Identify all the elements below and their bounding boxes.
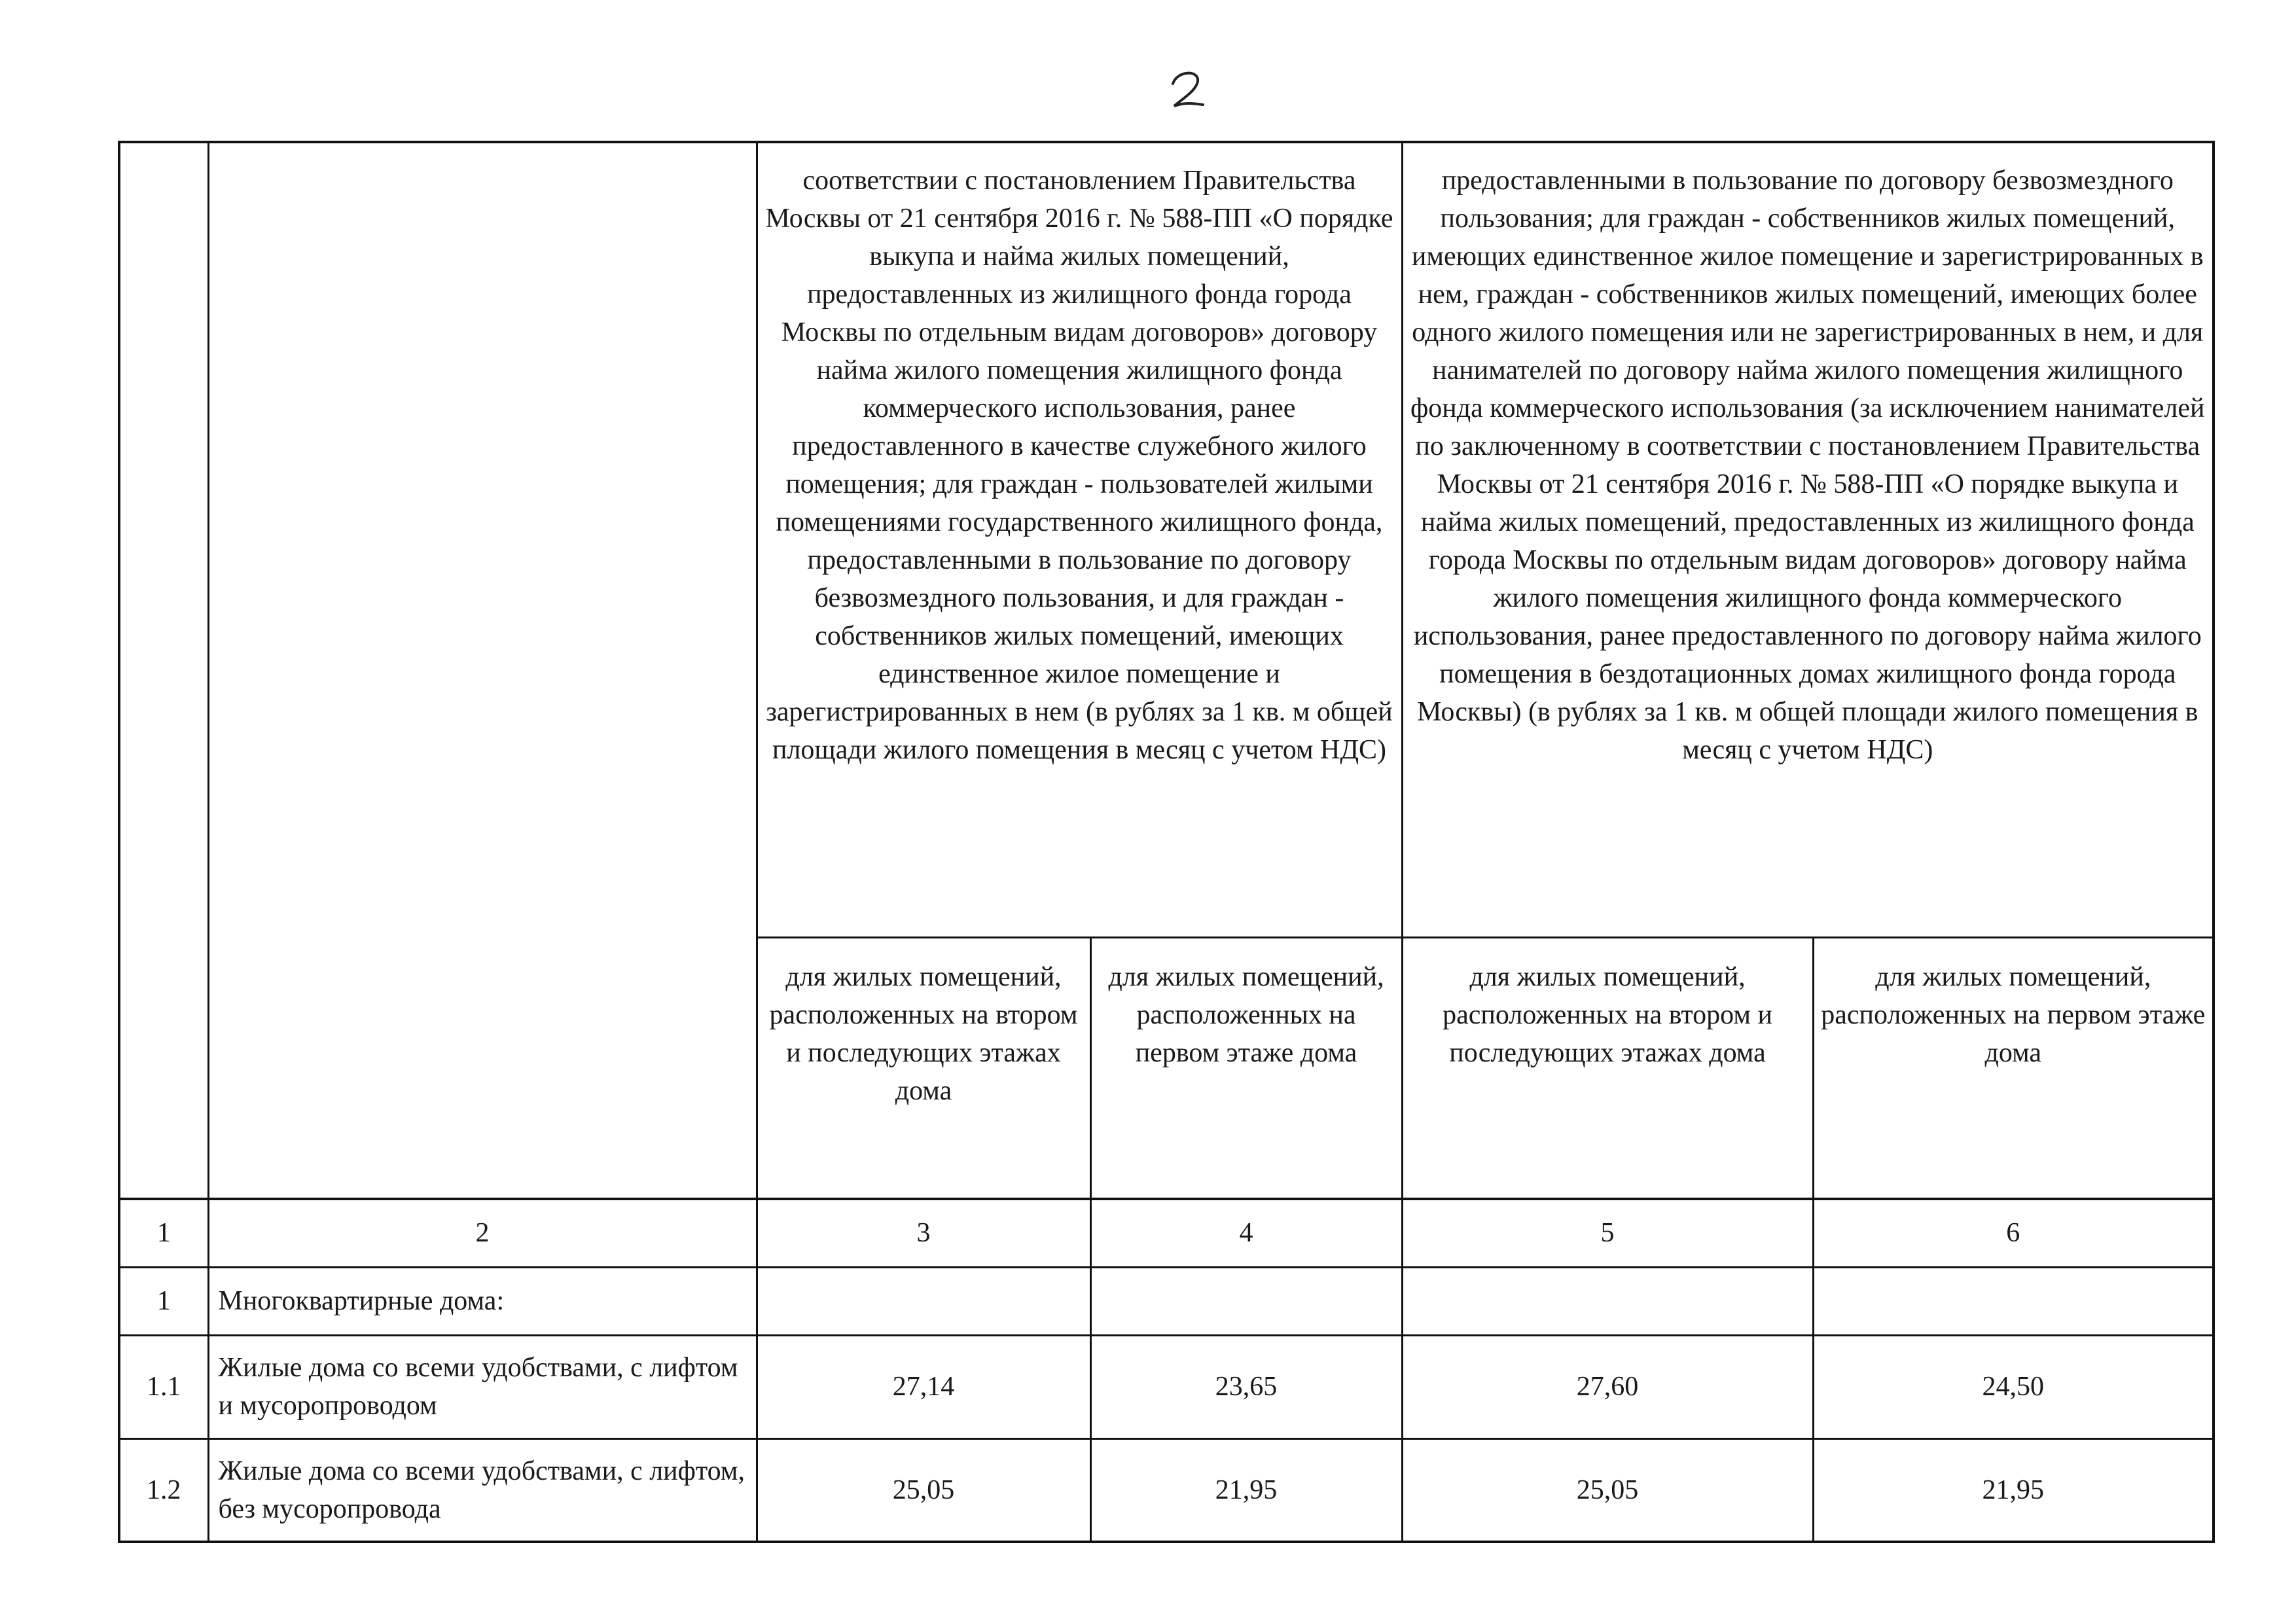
cell-value: 27,60 (1402, 1335, 1813, 1438)
row-number: 1.2 (119, 1438, 208, 1542)
header-sub-col-6: для жилых помещений, расположенных на первом этаже дома (1813, 937, 2214, 1199)
column-number: 3 (757, 1199, 1090, 1267)
cell-value (1402, 1267, 1813, 1335)
cell-value: 27,14 (757, 1335, 1090, 1438)
cell-value (757, 1267, 1090, 1335)
cell-value: 21,95 (1813, 1438, 2214, 1542)
page-number (1165, 65, 1211, 115)
column-number: 4 (1090, 1199, 1402, 1267)
row-name: Многоквартирные дома: (208, 1267, 757, 1335)
header-col-2-blank (208, 142, 757, 1199)
cell-value: 25,05 (757, 1438, 1090, 1542)
cell-value (1813, 1267, 2214, 1335)
cell-value: 23,65 (1090, 1335, 1402, 1438)
row-number: 1 (119, 1267, 208, 1335)
row-name: Жилые дома со всеми удобствами, с лифтом и мусоропроводом (208, 1335, 757, 1438)
cell-value: 21,95 (1090, 1438, 1402, 1542)
column-number: 2 (208, 1199, 757, 1267)
row-number: 1.1 (119, 1335, 208, 1438)
header-group-1: соответствии с постановлением Правительства Москвы от 21 сентября 2016 г. № 588-ПП «О порядке выкупа и найма жилых помещений, предоставленных из жилищного фонда города Москвы по отдельным видам договоров» договору найма жилого помещения жилищного фонда коммерческого использования, ранее предоставленного в качестве служебного жилого помещения; для граждан - пользователей жилыми помещениями государственного жилищного фонда, предоставленными в пользование по договору безвозмездного пользования, и для граждан - собственников жилых помещений, имеющих единственное жилое помещение и зарегистрированных в нем (в рублях за 1 кв. м общей площади жилого помещения в месяц с учетом НДС) (757, 142, 1402, 937)
header-table (118, 141, 2215, 1200)
column-number: 1 (119, 1199, 208, 1267)
header-sub-col-3: для жилых помещений, расположенных на втором и последующих этажах дома (757, 937, 1090, 1199)
column-number: 5 (1402, 1199, 1813, 1267)
header-group-2: предоставленными в пользование по договору безвозмездного пользования; для граждан - собственников жилых помещений, имеющих единственное жилое помещение и зарегистрированных в нем, граждан - собственников жилых помещений, имеющих более одного жилого помещения или не зарегистрированных в нем, и для нанимателей по договору найма жилого помещения жилищного фонда коммерческого использования (за исключением нанимателей по заключенному в соответствии с постановлением Правительства Москвы от 21 сентября 2016 г. № 588-ПП «О порядке выкупа и найма жилых помещений, предоставленных из жилищного фонда города Москвы по отдельным видам договоров» договору найма жилого помещения жилищного фонда коммерческого использования, ранее предоставленного по договору найма жилого помещения в бездотационных домах жилищного фонда города Москвы) (в рублях за 1 кв. м общей площади жилого помещения в месяц с учетом НДС) (1402, 142, 2214, 937)
column-number-row (119, 1199, 2214, 1267)
table-row (119, 1335, 2214, 1438)
table-row (119, 1267, 2214, 1335)
column-number: 6 (1813, 1199, 2214, 1267)
header-sub-col-5: для жилых помещений, расположенных на втором и последующих этажах дома (1402, 937, 1813, 1199)
table-row (119, 1438, 2214, 1542)
row-name: Жилые дома со всеми удобствами, с лифтом, без мусоропровода (208, 1438, 757, 1542)
data-table (118, 1198, 2215, 1543)
cell-value: 24,50 (1813, 1335, 2214, 1438)
cell-value (1090, 1267, 1402, 1335)
cell-value: 25,05 (1402, 1438, 1813, 1542)
header-col-1-blank (119, 142, 208, 1199)
header-sub-col-4: для жилых помещений, расположенных на первом этаже дома (1090, 937, 1402, 1199)
